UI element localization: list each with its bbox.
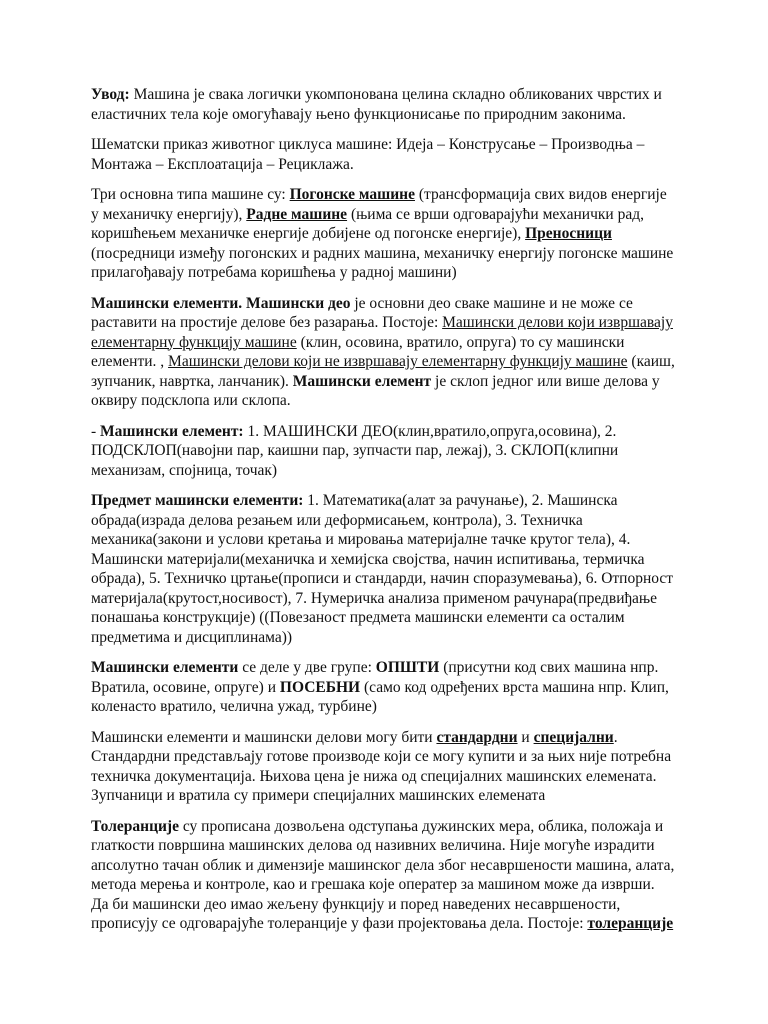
emphasized-term: елементарну функцију машине: [91, 333, 297, 351]
text-line: [91, 85, 688, 105]
text-line: [91, 914, 688, 934]
text-run: еластичних тела које омогућавају њено функционисање по природним законима.: [91, 105, 626, 123]
emphasized-term: Преносници: [525, 225, 612, 242]
text-run: је основни део сваке машине и не може се: [350, 294, 633, 312]
text-line: [91, 294, 688, 314]
text-run: 1. МАШИНСКИ ДЕО(клин,вратило,опруга,осовина), 2.: [243, 422, 617, 440]
text-run: (присутни код свих машина нпр.: [439, 659, 659, 676]
text-run: обрада(израда делова резањем или деформисањем, контрола), 3. Техничка: [91, 511, 583, 529]
text-run: глаткости површина машинских делова од називних величина. Није могуће израдити: [91, 837, 655, 854]
text-run: Машина је свака логички укомпонована целина складно обликованих чврстих и: [129, 86, 662, 103]
text-run: су прописана дозвољена одступања дужинских мера, облика, положаја и: [178, 817, 664, 835]
bold-term: ОПШТИ: [375, 659, 440, 676]
text-run: Три основна типа машине су:: [91, 186, 290, 203]
text-run: техничка документација. Њихова цена је нижа од специјалних машинских елемената.: [91, 767, 657, 785]
text-run: (трансформација свих видов енергије: [414, 186, 667, 203]
text-run: -: [91, 422, 101, 440]
text-line: [91, 441, 688, 461]
text-line: [91, 422, 688, 442]
text-line: [91, 333, 688, 353]
text-line: [91, 105, 688, 125]
bold-term: Машински елементи: [91, 659, 239, 676]
paragraph: [91, 491, 688, 647]
text-line: [91, 747, 688, 767]
text-line: [91, 352, 688, 372]
text-run: и: [517, 728, 534, 746]
bold-term: ПОСЕБНИ: [279, 678, 361, 696]
text-line: [91, 569, 688, 589]
text-run: Да би машински део имао жељену функцију и поред наведених несавршености,: [91, 895, 621, 913]
text-line: [91, 817, 688, 837]
text-run: је склоп једног или више делова у: [431, 372, 660, 390]
bold-term: Машински елемент:: [100, 422, 244, 440]
text-run: у механичку енергију),: [91, 205, 247, 223]
text-run: прописују се одговарајуће толеранције у фази пројектовања дела. Постоје:: [91, 915, 588, 932]
paragraph: [91, 135, 688, 174]
text-run: (само код одређених врста машина нпр. Клип,: [360, 678, 669, 696]
text-line: [91, 697, 688, 717]
text-run: Стандардни представљају готове производе који се могу купити и за њих није потребна: [91, 748, 672, 765]
text-run: ПОДСКЛОП(навојни пар, каишни пар, зупчасти пар, лежај), 3. СКЛОП(клипни: [91, 442, 619, 459]
emphasized-term: специјални: [533, 728, 614, 746]
text-run: (клин, осовина, вратило, опруга) то су машински: [296, 333, 625, 351]
text-line: [91, 678, 688, 698]
text-line: [91, 530, 688, 550]
text-line: [91, 491, 688, 511]
text-run: раставити на простије делове без разарања. Постоје:: [91, 314, 443, 331]
text-run: (каиш,: [627, 353, 675, 370]
text-line: [91, 135, 688, 155]
text-run: предметима и дисциплинама)): [91, 628, 293, 646]
text-run: .: [613, 728, 618, 746]
paragraph: [91, 85, 688, 124]
text-line: [91, 372, 688, 392]
text-run: елементи. ,: [91, 353, 169, 370]
text-line: [91, 767, 688, 787]
text-run: Зупчаници и вратила су примери специјалних машинских елемената: [91, 787, 546, 804]
bold-term: Предмет машински елементи:: [91, 492, 304, 509]
text-run: коленасто вратило, челична ужад, турбине): [91, 698, 377, 715]
text-run: обрада), 5. Техничко цртање(прописи и стандарди, начин споразумевања), 6. Отпорност: [91, 570, 674, 587]
text-run: Машински материјали(механичка и хемијска својства, начин испитивања, термичка: [91, 550, 645, 568]
emphasized-term: стандардни: [436, 728, 518, 746]
text-line: [91, 658, 688, 678]
text-line: [91, 244, 688, 264]
text-line: [91, 786, 688, 806]
text-run: механизам, спојница, точак): [91, 461, 278, 479]
text-run: Монтажа – Експлоатација – Рециклажа.: [91, 155, 354, 173]
text-line: [91, 391, 688, 411]
text-run: метода мерења и контроле, као и грешака које оператер за машином може да изврши.: [91, 876, 655, 893]
bold-term: Машински елементи. Машински део: [91, 294, 351, 312]
text-run: понашања конструкције) ((Повезаност предмета машински елементи са осталим: [91, 609, 625, 626]
text-run: Шематски приказ животног циклуса машине: Идеја – Конструсање – Производња –: [91, 136, 645, 153]
paragraph: [91, 658, 688, 717]
text-run: 1. Математика(алат за рачунање), 2. Машинска: [303, 492, 618, 509]
text-line: [91, 836, 688, 856]
text-line: [91, 875, 688, 895]
text-run: (посредници између погонских и радних машина, механичку енергију погонске машине: [91, 244, 674, 262]
text-line: [91, 511, 688, 531]
text-line: [91, 224, 688, 244]
text-line: [91, 608, 688, 628]
text-run: механика(закони и услови кретања и мировања материјалне тачке крутог тела), 4.: [91, 531, 631, 548]
text-run: (њима се врши одговарајући механички рад,: [347, 205, 644, 223]
text-line: [91, 313, 688, 333]
text-line: [91, 895, 688, 915]
text-line: [91, 185, 688, 205]
text-line: [91, 263, 688, 283]
text-run: Машински елементи и машински делови могу бити: [91, 728, 437, 746]
paragraph: [91, 728, 688, 806]
text-line: [91, 461, 688, 481]
text-run: прилагођавају потребама коришћења у радној машини): [91, 264, 457, 281]
text-run: материјала(крутост,носивост), 7. Нумеричка анализа применом рачунара(предвиђање: [91, 589, 657, 607]
text-run: се деле у две групе:: [238, 659, 376, 676]
text-line: [91, 550, 688, 570]
emphasized-term: Радне машине: [246, 205, 348, 223]
text-run: коришћењем механичке енергије добијене од погонске енергије),: [91, 225, 526, 242]
paragraph: [91, 294, 688, 411]
emphasized-term: Погонске машине: [289, 186, 415, 203]
text-line: [91, 155, 688, 175]
text-line: [91, 205, 688, 225]
text-run: зупчаник, навртка, ланчаник).: [91, 372, 293, 390]
paragraph: [91, 817, 688, 934]
bold-term: Толеранције: [91, 817, 179, 835]
text-line: [91, 856, 688, 876]
emphasized-term: толеранције: [587, 915, 674, 932]
text-run: оквиру подсклопа или склопа.: [91, 392, 291, 409]
text-line: [91, 628, 688, 648]
bold-term: Увод:: [91, 86, 130, 103]
paragraph: [91, 422, 688, 481]
emphasized-term: Машински делови који извршавају: [442, 314, 673, 331]
paragraph: [91, 185, 688, 283]
text-line: [91, 728, 688, 748]
bold-term: Машински елемент: [292, 372, 432, 390]
text-line: [91, 589, 688, 609]
emphasized-term: Машински делови који не извршавају елементарну функцију машине: [168, 353, 628, 370]
text-run: апсолутно тачан облик и димензије машинског дела због несавршености машина, алата,: [91, 856, 675, 874]
text-run: Вратила, осовине, опруге) и: [91, 678, 280, 696]
